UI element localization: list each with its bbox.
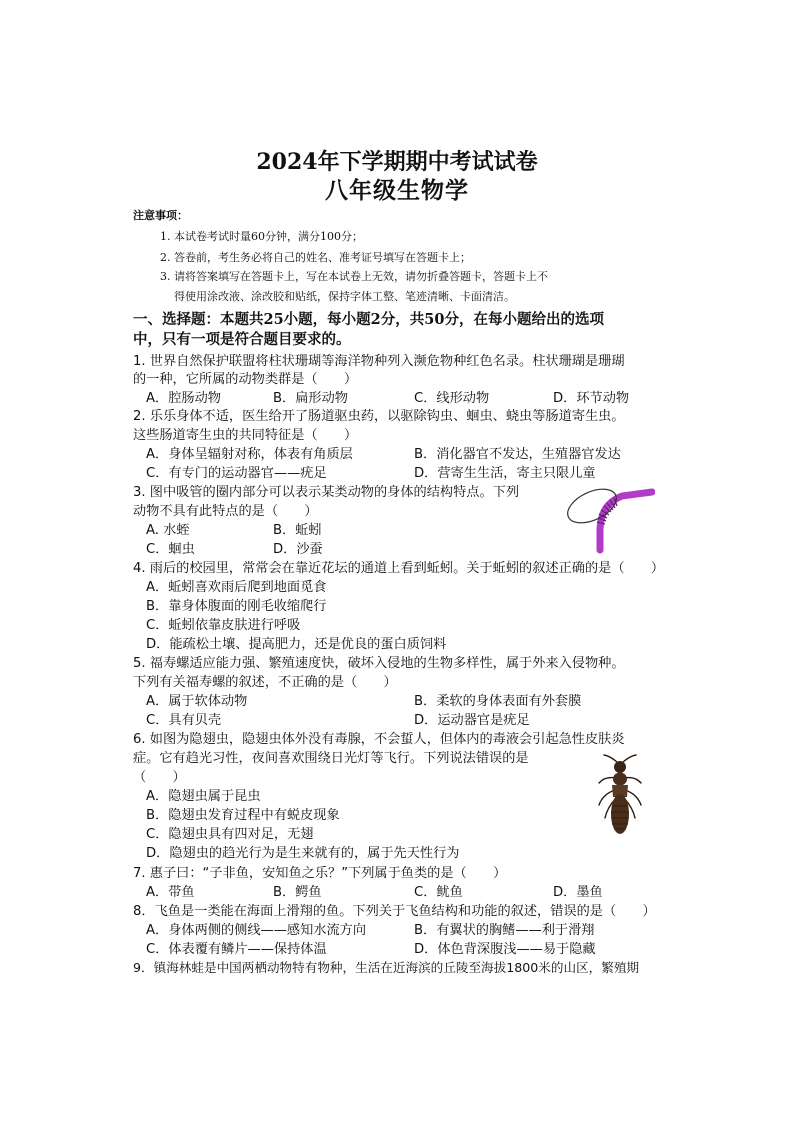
q2-option-b: B．消化器官不发达，生殖器官发达 (414, 447, 621, 462)
q5-option-b: B．柔软的身体表面有外套膜 (414, 694, 582, 709)
section-heading-line2: 中，只有一项是符合题目要求的。 (133, 331, 351, 348)
q2-option-c: C．有专门的运动器官——疣足 (146, 466, 327, 481)
straw-figure (560, 484, 655, 554)
q3-option-d: D．沙蚕 (273, 542, 323, 557)
q5-stem-line1: 5. 福寿螺适应能力强、繁殖速度快，破坏入侵地的生物多样性，属于外来入侵物种。 (133, 656, 625, 671)
q6-stem-line2: 症。它有趋光习性，夜间喜欢围绕日光灯等飞行。下列说法错误的是 (133, 751, 529, 766)
q3-option-c: C．蛔虫 (146, 542, 195, 557)
q5-option-a: A．属于软体动物 (146, 694, 248, 709)
q1-option-d: D．环节动物 (553, 391, 630, 406)
q2-option-a: A．身体呈辐射对称，体表有角质层 (146, 447, 353, 462)
q1-option-c: C．线形动物 (414, 391, 490, 406)
q7-stem-line1: 7. 惠子曰：“子非鱼，安知鱼之乐？”下列属于鱼类的是（ ） (133, 866, 507, 881)
q2-stem-line1: 2. 乐乐身体不适，医生给开了肠道驱虫药，以驱除钩虫、蛔虫、蛲虫等肠道寄生虫。 (133, 409, 625, 424)
q5-stem-line2: 下列有关福寿螺的叙述，不正确的是（ ） (133, 675, 397, 690)
q7-option-d: D．墨鱼 (553, 885, 603, 900)
q7-option-b: B．鳄鱼 (273, 885, 322, 900)
q8-stem-line1: 8．飞鱼是一类能在海面上滑翔的鱼。下列关于飞鱼结构和功能的叙述，错误的是（ ） (133, 904, 656, 919)
exam-title: 2024年下学期期中考试试卷 (256, 149, 538, 175)
q2-stem-line2: 这些肠道寄生虫的共同特征是（ ） (133, 428, 358, 443)
q1-stem-line2: 的一种，它所属的动物类群是（ ） (133, 372, 358, 387)
q9-stem-line1: 9．镇海林蛙是中国两栖动物特有物种，生活在近海滨的丘陵至海拔1800米的山区，繁殖期 (133, 960, 640, 975)
q5-option-c: C．具有贝壳 (146, 713, 222, 728)
notes-heading: 注意事项： (133, 209, 188, 222)
q6-option-d: D．隐翅虫的趋光行为是生来就有的，属于先天性行为 (146, 846, 460, 861)
q1-option-a: A．腔肠动物 (146, 391, 221, 406)
note-item-1: 1. 本试卷考试时量60分钟，满分100分； (160, 230, 363, 243)
straw-icon (597, 492, 652, 550)
q8-option-d: D．体色背深腹浅——易于隐藏 (414, 942, 596, 957)
exam-subtitle: 八年级生物学 (325, 177, 469, 204)
note-item-4: 得使用涂改液、涂改胶和贴纸，保持字体工整、笔迹清晰、卡面清洁。 (174, 290, 515, 303)
highlight-circle (563, 484, 622, 530)
q3-stem-line2: 动物不具有此特点的是（ ） (133, 504, 318, 519)
q7-option-a: A．带鱼 (146, 885, 195, 900)
q4-option-c: C．蚯蚓依靠皮肤进行呼吸 (146, 618, 301, 633)
q8-option-a: A．身体两侧的侧线——感知水流方向 (146, 923, 367, 938)
q6-option-b: B．隐翅虫发育过程中有蜕皮现象 (146, 808, 340, 823)
q2-option-d: D．营寄生生活，寄主只限儿童 (414, 466, 596, 481)
q6-stem-line3: （ ） (133, 770, 186, 785)
note-item-3: 3. 请将答案填写在答题卡上，写在本试卷上无效，请勿折叠答题卡，答题卡上不 (160, 270, 548, 283)
q3-option-b: B．蚯蚓 (273, 523, 322, 538)
q3-stem-line1: 3. 图中吸管的圈内部分可以表示某类动物的身体的结构特点。下列 (133, 485, 520, 500)
q6-option-c: C．隐翅虫具有四对足，无翅 (146, 827, 314, 842)
q4-option-d: D．能疏松土壤、提高肥力，还是优良的蛋白质饲料 (146, 637, 447, 652)
q3-option-a: A. 水蛭 (146, 523, 190, 538)
q4-option-b: B．靠身体腹面的刚毛收缩爬行 (146, 599, 327, 614)
q4-stem-line1: 4. 雨后的校园里，常常会在靠近花坛的通道上看到蚯蚓。关于蚯蚓的叙述正确的是（ ） (133, 561, 665, 576)
q1-option-b: B．扁形动物 (273, 391, 348, 406)
q1-stem-line1: 1. 世界自然保护联盟将柱状珊瑚等海洋物种列入濒危物种红色名录。柱状珊瑚是珊瑚 (133, 354, 625, 369)
q4-option-a: A．蚯蚓喜欢雨后爬到地面觅食 (146, 580, 327, 595)
rove-beetle-figure (590, 752, 650, 844)
q6-option-a: A．隐翅虫属于昆虫 (146, 789, 261, 804)
q8-option-c: C．体表覆有鳞片——保持体温 (146, 942, 327, 957)
q5-option-d: D．运动器官是疣足 (414, 713, 530, 728)
note-item-2: 2. 答卷前，考生务必将自己的姓名、准考证号填写在答题卡上； (160, 251, 471, 264)
q7-option-c: C．鱿鱼 (414, 885, 463, 900)
q6-stem-line1: 6. 如图为隐翅虫，隐翅虫体外没有毒腺，不会蜇人，但体内的毒液会引起急性皮肤炎 (133, 732, 625, 747)
section-heading-line1: 一、选择题：本题共25小题，每小题2分，共50分，在每小题给出的选项 (133, 311, 604, 328)
q8-option-b: B．有翼状的胸鳍——利于滑翔 (414, 923, 595, 938)
